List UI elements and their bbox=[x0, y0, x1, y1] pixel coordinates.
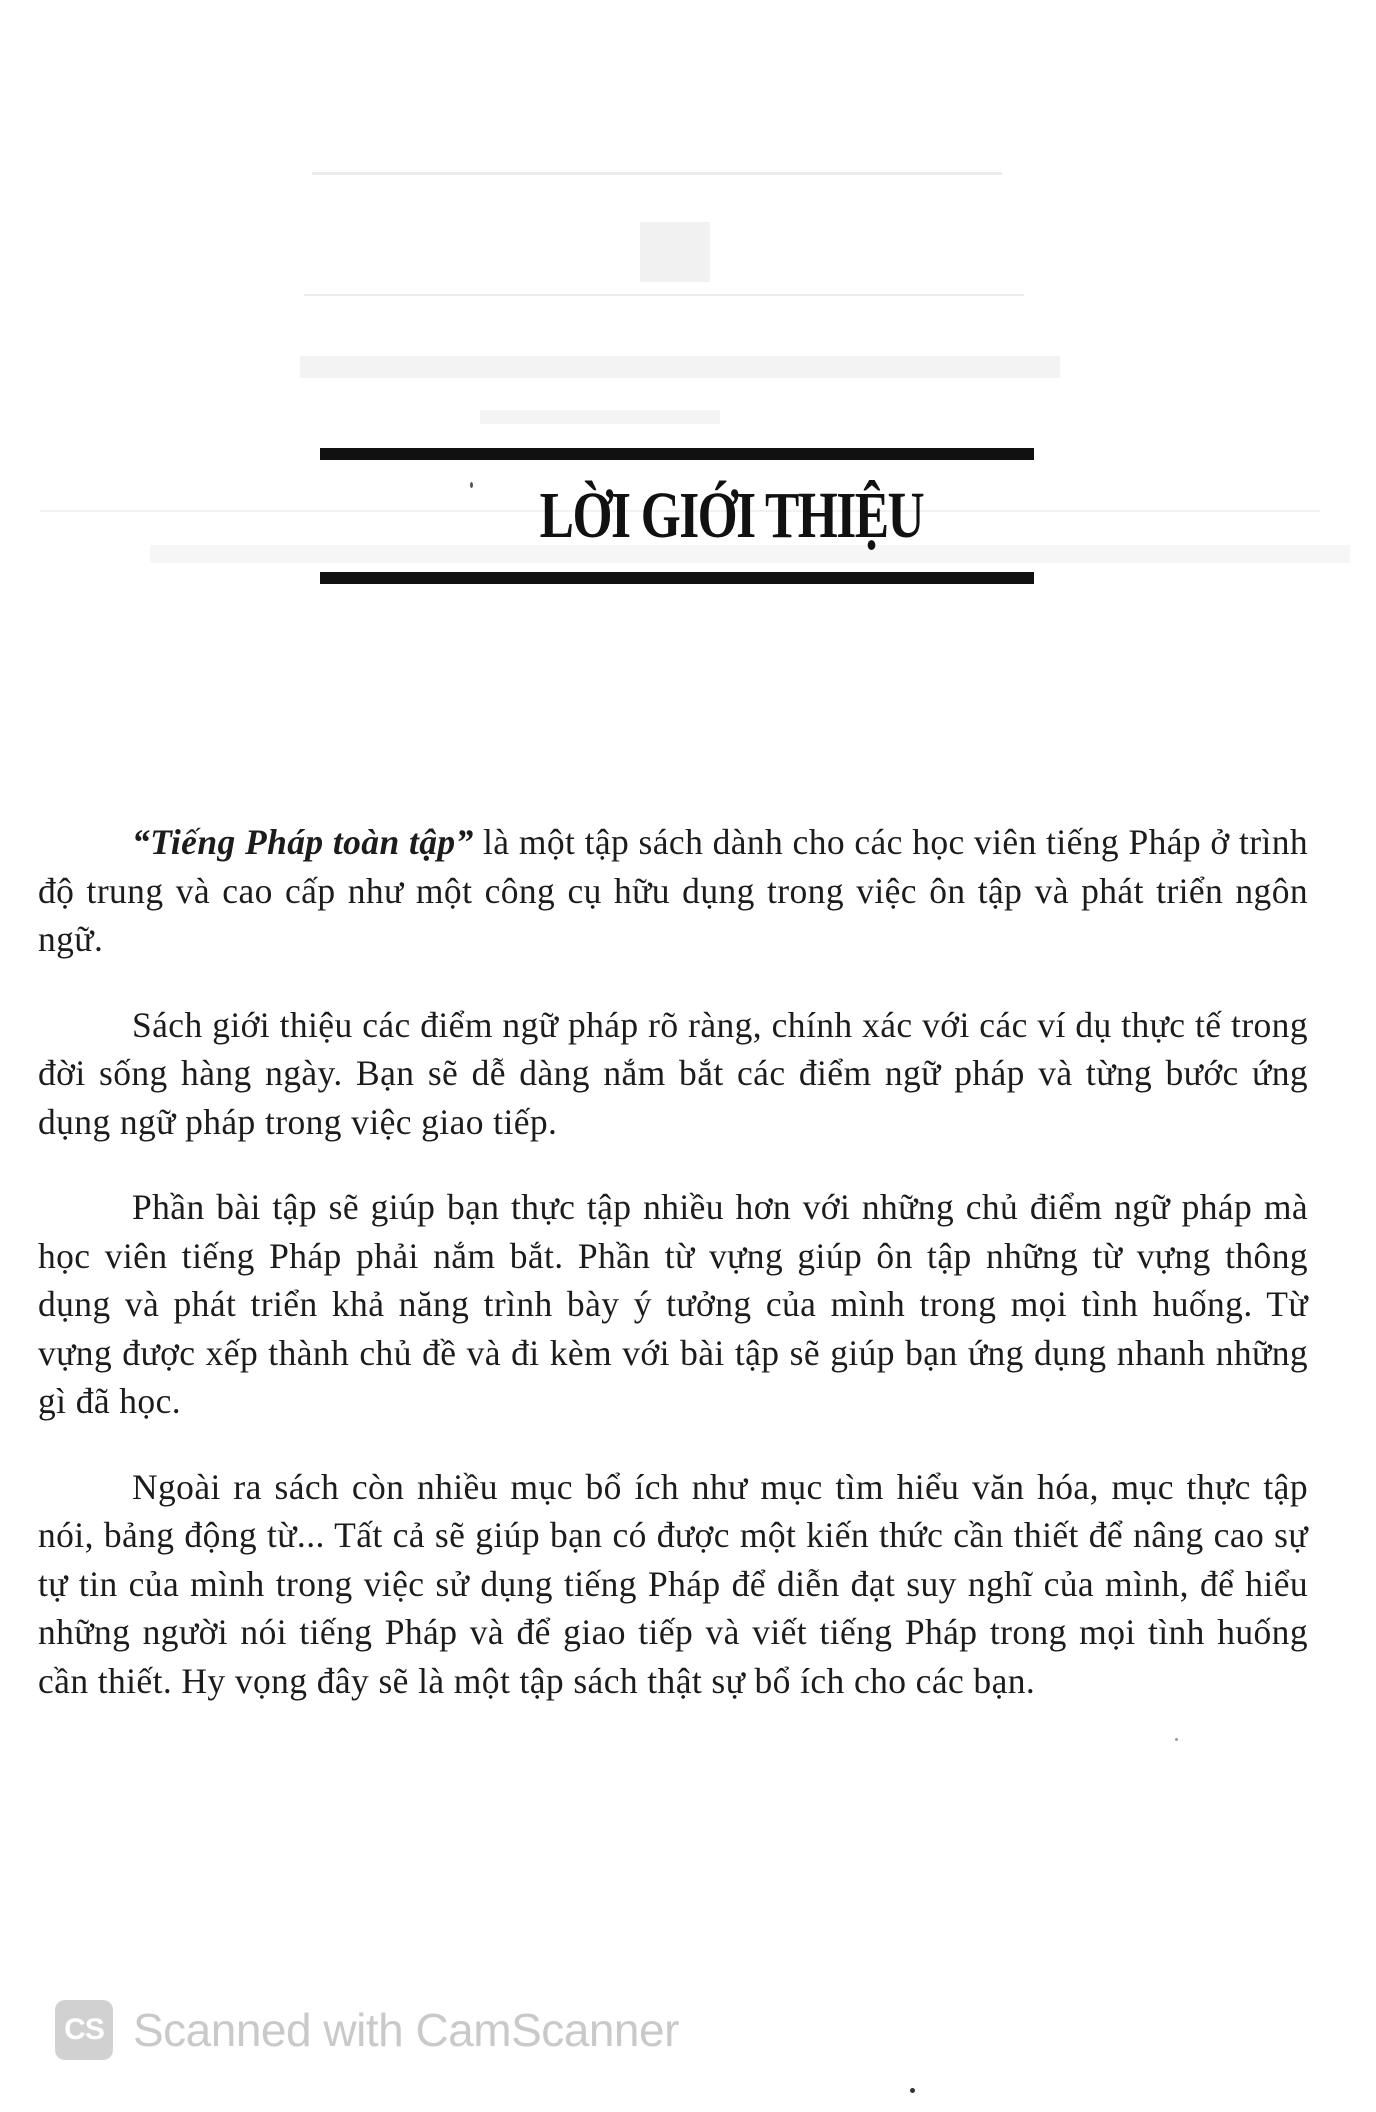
paragraph-2: Sách giới thiệu các điểm ngữ pháp rõ ràng, chính xác với các ví dụ thực tế trong đời sống hàng ngày. Bạn sẽ dễ dàng nắm bắt các điểm ngữ pháp và từng bước ứng dụng ngữ pháp trong việc giao tiếp. bbox=[38, 1004, 1308, 1142]
scan-speck bbox=[470, 482, 473, 488]
paragraph-3: Phần bài tập sẽ giúp bạn thực tập nhiều hơn với những chủ điểm ngữ pháp mà học viên tiếng Pháp phải nắm bắt. Phần từ vựng giúp ôn tập những từ vựng thông dụng và phát triển khả năng trình bày ý tưởng của mình trong mọi tình huống. Từ vựng được xếp thành chủ đề và đi kèm với bài tập sẽ giúp bạn ứng dụng nhanh những gì đã học. bbox=[38, 1187, 1308, 1421]
paragraph-1 bbox=[38, 818, 1308, 964]
bleed-through-line bbox=[304, 294, 1024, 296]
camscanner-logo-icon bbox=[55, 2000, 113, 2060]
camscanner-logo-text: CS bbox=[64, 2013, 104, 2046]
bleed-through-line bbox=[312, 172, 1002, 175]
bleed-through-line bbox=[480, 410, 720, 424]
paragraph-1-text: là một tập sách dành cho các học viên tiếng Pháp ở trình độ trung và cao cấp như một công cụ hữu dụng trong việc ôn tập và phát triển ngôn ngữ. bbox=[38, 822, 1308, 959]
body-text bbox=[38, 818, 1308, 1742]
bleed-through-mark bbox=[640, 222, 710, 282]
book-title: “Tiếng Pháp toàn tập” bbox=[132, 822, 474, 862]
title-block bbox=[320, 448, 1034, 584]
scan-speck bbox=[1175, 1738, 1178, 1741]
camscanner-watermark bbox=[55, 1995, 679, 2065]
title-row bbox=[320, 460, 1034, 572]
scan-speck bbox=[910, 2088, 915, 2093]
paragraph-4: Ngoài ra sách còn nhiều mục bổ ích như mục tìm hiểu văn hóa, mục thực tập nói, bảng động từ... Tất cả sẽ giúp bạn có được một kiến thức cần thiết để nâng cao sự tự tin của mình trong việc sử dụng tiếng Pháp để diễn đạt suy nghĩ của mình, để hiểu những người nói tiếng Pháp và để giao tiếp và viết tiếng Pháp trong mọi tình huống cần thiết. Hy vọng đây sẽ là một tập sách thật sự bổ ích cho các bạn. bbox=[38, 1466, 1308, 1701]
page-title: LỜI GIỚI THIỆU bbox=[539, 479, 924, 552]
title-top-rule bbox=[320, 448, 1034, 460]
watermark-text: Scanned with CamScanner bbox=[133, 2004, 679, 2056]
title-bottom-rule bbox=[320, 572, 1034, 584]
bleed-through-line bbox=[300, 356, 1060, 378]
